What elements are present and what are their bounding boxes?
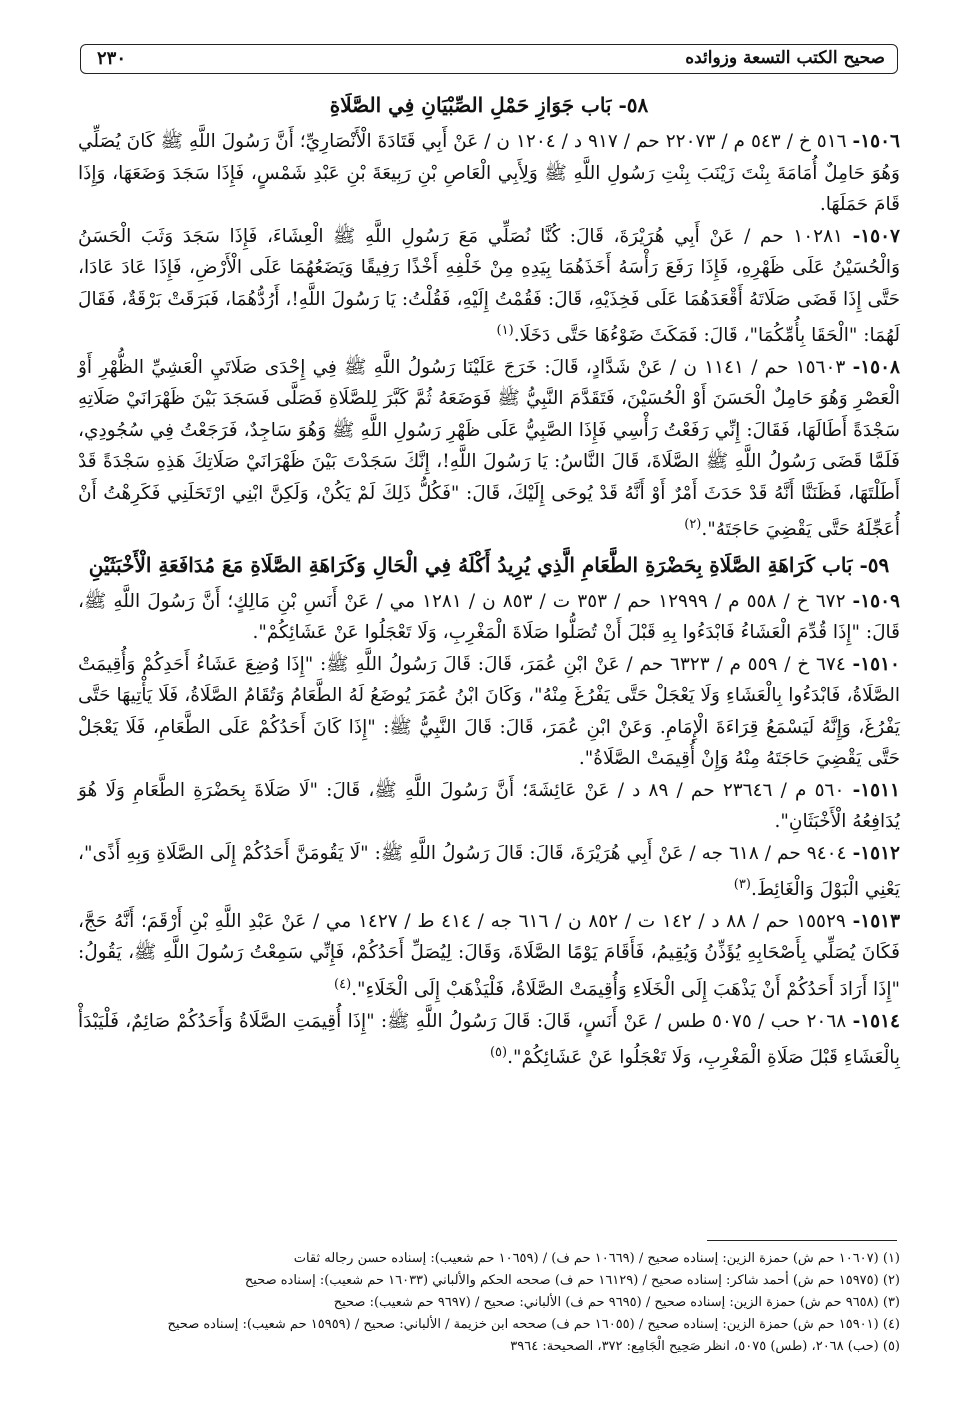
footnote-marker[interactable]: (٤): [334, 976, 352, 992]
hadith-text: ٢٠٦٨ حب / ٥٠٧٥ طس / عَنْ أَنَسٍ، قَالَ: قَالَ رَسُولُ اللَّهِ ﷺ: "إِذَا أُقِيمَتِ الصَّلَاةُ وَأَحَدُكُمْ صَائِمٌ، فَلْيَبْدَأْ بِالْعَشَاءِ قَبْلَ صَلَاةِ الْمَغْرِبِ، وَلَا تَعْجَلُوا عَنْ عَشَائِكُمْ".: [78, 1010, 900, 1069]
footnote: (٣) (٩٦٥٨ حم ش) حمزة الزين: إسناده صحيح / (٩٦٩٥ حم ف) الألباني: صحيح / (٩٦٩٧ حم شعيب): صحيح: [333, 1295, 900, 1310]
hadith-paragraph: [78, 775, 900, 838]
hadith-text: ٦٧٢ خ / ٥٥٨ م / ١٢٩٩٩ حم / ٣٥٣ ت / ٨٥٣ ن / ١٢٨١ مي / عَنْ أَنَسِ بْنِ مَالِكٍ؛ أَنَّ رَسُولَ اللَّهِ ﷺ، قَالَ: "إِذَا قُدِّمَ الْعَشَاءُ فَابْدَءُوا بِهِ قَبْلَ أَنْ تُصَلُّوا صَلَاةَ الْمَغْرِبِ، وَلَا تَعْجَلُوا عَنْ عَشَائِكُمْ".: [78, 590, 900, 644]
chapter-heading: ٥٨- بَاب جَوَازِ حَمْلِ الصِّبْيَانِ فِي الصَّلَاةِ: [329, 93, 649, 117]
hadith-paragraph: [78, 1006, 900, 1074]
hadith-number: ١٥٠٨-: [852, 356, 900, 378]
hadith-paragraph: [78, 126, 900, 221]
hadith-number: ١٥١٠-: [852, 653, 900, 675]
footnote-marker[interactable]: (٢): [684, 517, 702, 533]
footnote-marker[interactable]: (٥): [489, 1045, 508, 1061]
hadith-paragraph: [78, 221, 900, 352]
footnote-marker[interactable]: (٣): [733, 877, 751, 893]
footnote: (٥) (حب) ٢٠٦٨، (طس) ٥٠٧٥، انظر صَحِيح الْجَامِع: ٣٧٢، الصحيحة: ٣٩٦٤: [510, 1339, 900, 1354]
page-number: ٢٣٠: [97, 48, 127, 69]
hadith-text: ٦٧٤ خ / ٥٥٩ م / ٦٣٢٣ حم / عَنْ ابْنِ عُمَرَ، قَالَ: قَالَ رَسُولُ اللَّهِ ﷺ: "إِذَا وُضِعَ عَشَاءُ أَحَدِكُمْ وَأُقِيمَتْ الصَّلَاةُ، فَابْدَءُوا بِالْعَشَاءِ وَلَا يَعْجَلْ حَتَّى يَفْرُغَ مِنْهُ"، وَكَانَ ابْنُ عُمَرَ يُوضَعُ لَهُ الطَّعَامُ وَتُقَامُ الصَّلَاةُ، فَلَا يَأْتِيهَا حَتَّى يَفْرُغَ، وَإِنَّهُ لَيَسْمَعُ قِرَاءَةَ الْإِمَامِ. وَعَنْ ابْنِ عُمَرَ، قَالَ: قَالَ النَّبِيُّ ﷺ: "إِذَا كَانَ أَحَدُكُمْ عَلَى الطَّعَامِ، فَلَا يَعْجَلْ حَتَّى يَقْضِيَ حَاجَتَهُ مِنْهُ وَإِنْ أُقِيمَتْ الصَّلَاةُ".: [78, 653, 900, 770]
hadith-text: ٩٤٠٤ حم / ٦١٨ جه / عَنْ أَبِي هُرَيْرَةَ، قَالَ: قَالَ رَسُولُ اللَّهِ ﷺ: "لَا يَقُومَنَّ أَحَدُكُمْ إِلَى الصَّلَاةِ وَبِهِ أَذًى"، يَعْنِي الْبَوْلَ وَالْغَائِطَ.: [78, 842, 900, 901]
hadith-number: ١٥١٤-: [852, 1010, 900, 1032]
hadith-number: ١٥١٣-: [852, 910, 901, 932]
footnote: (٢) (١٥٩٧٥ حم ش) أحمد شاكر: إسناده صحيح / (١٦١٢٩ حم ف) صححه الحكم والألباني (١٦٠٣٣ حم شعيب): إسناده صحيح: [244, 1273, 900, 1288]
running-header: [80, 44, 898, 74]
main-content: [78, 86, 900, 1074]
hadith-number: ١٥٠٧-: [852, 225, 900, 247]
hadith-text: ٥٦٠ م / ٢٣٦٤٦ حم / ٨٩ د / عَنْ عَائِشَةَ؛ أَنَّ رَسُولَ اللَّهِ ﷺ، قَالَ: "لَا صَلَاةَ بِحَضْرَةِ الطَّعَامِ وَلَا هُوَ يُدَافِعُهُ الْأَخْبَثَانِ".: [78, 779, 900, 833]
hadith-number: ١٥١١-: [852, 779, 900, 801]
footnote-divider: [707, 1240, 897, 1241]
hadith-number: ١٥٠٩-: [852, 590, 900, 612]
hadith-text: ٥١٦ خ / ٥٤٣ م / ٢٢٠٧٣ حم / ٩١٧ د / ١٢٠٤ ن / عَنْ أَبِي قَتَادَةَ الْأَنْصَارِيِّ؛ أَنَّ رَسُولَ اللَّهِ ﷺ كَانَ يُصَلِّي وَهُوَ حَامِلٌ أُمَامَةَ بِنْتَ زَيْنَبَ بِنْتِ رَسُولِ اللَّهِ ﷺ وَلِأَبِي الْعَاصِ بْنِ رَبِيعَةَ بْنِ عَبْدِ شَمْسٍ، فَإِذَا سَجَدَ وَضَعَهَا، وَإِذَا قَامَ حَمَلَهَا.: [78, 131, 900, 215]
hadith-paragraph: [78, 906, 900, 1006]
hadith-text: ١٠٢٨١ حم / عَنْ أَبِي هُرَيْرَةَ، قَالَ: كُنَّا نُصَلِّي مَعَ رَسُولِ اللَّهِ ﷺ الْعِشَاءَ، فَإِذَا سَجَدَ وَثَبَ الْحَسَنُ وَالْحُسَيْنُ عَلَى ظَهْرِهِ، فَإِذَا رَفَعَ رَأْسَهُ أَخَذَهُمَا بِيَدِهِ مِنْ خَلْفِهِ أَخْذًا رَفِيقًا وَيَضَعُهُمَا عَلَى الْأَرْضِ، فَإِذَا عَادَ عَادَا، حَتَّى إِذَا قَضَى صَلَاتَهُ أَقْعَدَهُمَا عَلَى فَخِذَيْهِ، قَالَ: فَقُمْتُ إِلَيْهِ، فَقُلْتُ: يَا رَسُولَ اللَّهِ!، أَرُدُّهُمَا، فَبَرَقَتْ بَرْقَةٌ، فَقَالَ لَهُمَا: "الْحَقَا بِأُمِّكُمَا"، قَالَ: فَمَكَثَ ضَوْءُهَا حَتَّى دَخَلَا.: [78, 225, 900, 347]
footnotes-section: [78, 1248, 900, 1358]
hadith-text: ١٥٦٠٣ حم / ١١٤١ ن / عَنْ شَدَّادٍ، قَالَ: خَرَجَ عَلَيْنَا رَسُولُ اللَّهِ ﷺ فِي إِحْدَى صَلَاتَيِ الْعَشِيِّ الظُّهْرِ أَوْ الْعَصْرِ وَهُوَ حَامِلٌ الْحَسَنَ أَوْ الْحُسَيْنَ، فَتَقَدَّمَ النَّبِيُّ ﷺ فَوَضَعَهُ ثُمَّ كَبَّرَ لِلصَّلَاةِ فَصَلَّى فَسَجَدَ بَيْنَ ظَهْرَانَيْ صَلَاتِهِ سَجْدَةً أَطَالَهَا، فَقَالَ: إِنِّي رَفَعْتُ رَأْسِي فَإِذَا الصَّبِيُّ عَلَى ظَهْرِ رَسُولِ اللَّهِ ﷺ وَهُوَ سَاجِدٌ، فَرَجَعْتُ فِي سُجُودِي، فَلَمَّا قَضَى رَسُولُ اللَّهِ ﷺ الصَّلَاةَ، قَالَ النَّاسُ: يَا رَسُولَ اللَّهِ!، إِنَّكَ سَجَدْتَ بَيْنَ ظَهْرَانَيْ صَلَاتِكَ هَذِهِ سَجْدَةً قَدْ أَطَلْتَهَا، فَظَنَنَّا أَنَّهُ قَدْ حَدَثَ أَمْرٌ أَوْ أَنَّهُ قَدْ يُوحَى إِلَيْكَ، قَالَ: "فَكُلُّ ذَلِكَ لَمْ يَكُنْ، وَلَكِنَّ ابْنِي ارْتَحَلَنِي فَكَرِهْتُ أَنْ أُعَجِّلَهُ حَتَّى يَقْضِيَ حَاجَتَهُ".: [78, 356, 900, 541]
hadith-text: ١٥٥٢٩ حم / ٨٨ د / ١٤٢ ت / ٨٥٢ ن / ٦١٦ جه / ٤١٤ ط / ١٤٢٧ مي / عَنْ عَبْدِ اللَّهِ بْنِ أَرْقَمَ؛ أَنَّهُ حَجَّ، فَكَانَ يُصَلِّي بِأَصْحَابِهِ يُؤَذِّنُ وَيُقِيمُ، فَأَقَامَ يَوْمًا الصَّلَاةَ، وَقَالَ: لِيُصَلِّ أَحَدُكُمْ، فَإِنِّي سَمِعْتُ رَسُولَ اللَّهِ ﷺ، يَقُولُ: "إِذَا أَرَادَ أَحَدُكُمْ أَنْ يَذْهَبَ إِلَى الْخَلَاءِ وَأُقِيمَتْ الصَّلَاةُ، فَلْيَذْهَبْ إِلَى الْخَلَاءِ".: [78, 910, 900, 1001]
footnote: (١) (١٠٦٠٧ حم ش) حمزة الزين: إسناده صحيح / (١٠٦٦٩ حم ف) / (١٠٦٥٩ حم شعيب): إسناده حسن رجاله ثقات: [293, 1251, 900, 1266]
hadith-paragraph: [78, 586, 900, 649]
hadith-paragraph: [78, 838, 900, 906]
book-title: صحيح الكتب التسعة وزوائده: [685, 48, 885, 68]
footnote-marker[interactable]: (١): [496, 323, 514, 338]
chapter-heading: ٥٩- بَاب كَرَاهَةِ الصَّلَاةِ بِحَضْرَةِ الطَّعَامِ الَّذِي يُرِيدُ أَكْلَهُ فِي الْحَالِ وَكَرَاهَةِ الصَّلَاةِ مَعَ مُدَافَعَةِ الْأَخْبَثَيْنِ: [88, 552, 890, 577]
footnote: (٤) (١٥٩٠١ حم ش) حمزة الزين: إسناده صحيح / (١٦٠٥٥ حم ف) صححه ابن خزيمة / الألباني: صحيح / (١٥٩٥٩ حم شعيب): إسناده صحيح: [167, 1317, 900, 1332]
hadith-number: ١٥٠٦-: [852, 131, 900, 152]
hadith-paragraph: [78, 352, 900, 546]
hadith-number: ١٥١٢-: [852, 842, 900, 864]
hadith-paragraph: [78, 649, 900, 775]
